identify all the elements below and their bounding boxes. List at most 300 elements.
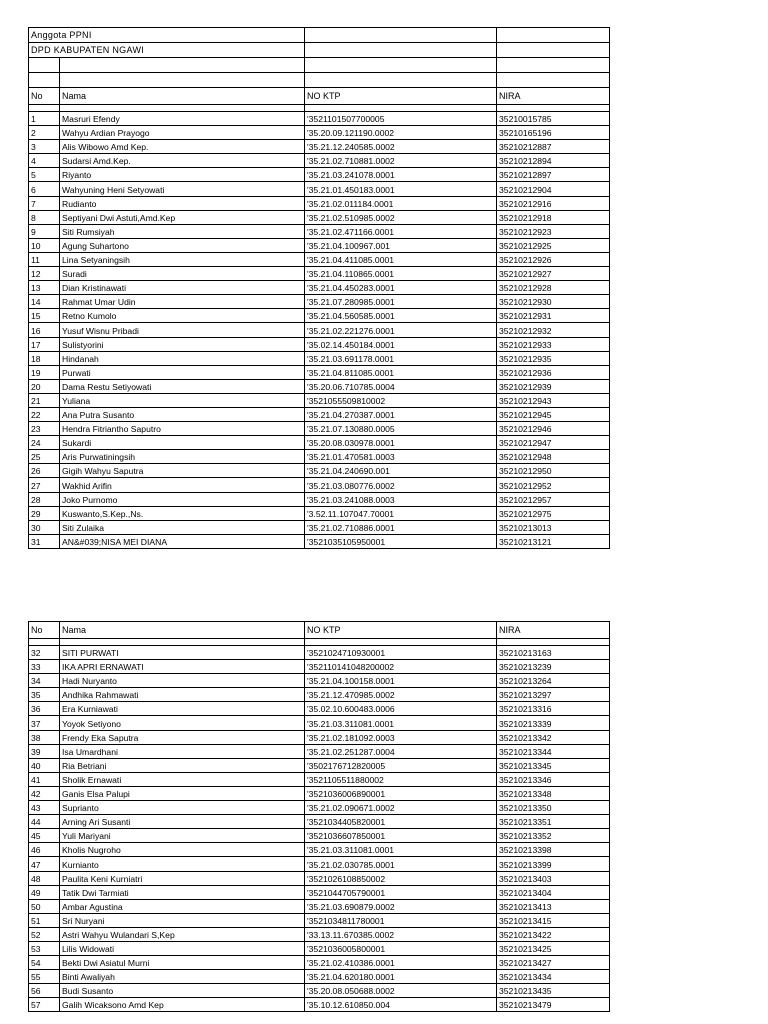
column-header-no: No [29,622,60,639]
cell-nama: SITI PURWATI [60,646,305,660]
table-row [29,786,610,800]
cell-nama: Purwati [60,365,305,379]
cell-no: 13 [29,281,60,295]
cell-nira: 35210213339 [497,716,610,730]
cell-nira: 35210212887 [497,140,610,154]
org-subtitle: DPD KABUPATEN NGAWI [29,43,305,58]
table-row [29,450,610,464]
cell-nama: Frendy Eka Saputra [60,730,305,744]
member-table-1 [28,27,610,549]
cell-ktp: '35.21.04.100158.0001 [305,674,497,688]
empty-cell [29,105,60,112]
table-row [29,407,610,421]
table-row [29,688,610,702]
table-row [29,365,610,379]
cell-nama: Riyanto [60,168,305,182]
table-row [29,379,610,393]
cell-ktp: '33.13.11.670385.0002 [305,927,497,941]
cell-nama: Isa Umardhani [60,744,305,758]
cell-no: 8 [29,210,60,224]
table-row [29,772,610,786]
table-row [29,998,610,1012]
cell-no: 6 [29,182,60,196]
cell-nira: 35210213121 [497,534,610,548]
cell-ktp: '35.21.03.311081.0001 [305,716,497,730]
cell-nira: 35210015785 [497,112,610,126]
table-row [29,393,610,407]
cell-ktp: '35.21.03.241088.0003 [305,492,497,506]
empty-cell [29,639,60,646]
column-header-nira: NIRA [497,622,610,639]
cell-no: 44 [29,815,60,829]
cell-nama: Rudianto [60,196,305,210]
table-row [29,154,610,168]
cell-no: 18 [29,351,60,365]
cell-nama: Yoyok Setiyono [60,716,305,730]
cell-nama: Ria Betriani [60,758,305,772]
cell-nama: Rahmat Umar Udin [60,295,305,309]
cell-no: 38 [29,730,60,744]
column-header-row [29,622,610,639]
cell-nama: Hindanah [60,351,305,365]
cell-no: 40 [29,758,60,772]
blank-row [29,58,610,73]
cell-no: 24 [29,436,60,450]
cell-nama: Retno Kumolo [60,309,305,323]
table-row [29,970,610,984]
cell-nama: Joko Purnomo [60,492,305,506]
table-row [29,323,610,337]
cell-ktp: '3521026108850002 [305,871,497,885]
cell-nira: 35210212948 [497,450,610,464]
cell-nama: Sukardi [60,436,305,450]
cell-nira: 35210213344 [497,744,610,758]
cell-nira: 35210212930 [497,295,610,309]
table-row [29,478,610,492]
cell-nama: Agung Suhartono [60,238,305,252]
cell-ktp: '35.21.02.510985.0002 [305,210,497,224]
spacer-row [29,105,610,112]
table-row [29,464,610,478]
empty-cell [305,58,497,73]
cell-nama: AN&#039;NISA MEI DIANA [60,534,305,548]
cell-no: 35 [29,688,60,702]
cell-nira: 35210212925 [497,238,610,252]
cell-nira: 35210213435 [497,984,610,998]
cell-ktp: '3521024710930001 [305,646,497,660]
cell-ktp: '35.21.04.240690.001 [305,464,497,478]
cell-ktp: '35.21.04.560585.0001 [305,309,497,323]
cell-nama: Lina Setyaningsih [60,252,305,266]
cell-no: 20 [29,379,60,393]
cell-nira: 35210213352 [497,829,610,843]
empty-cell [29,58,60,73]
cell-no: 19 [29,365,60,379]
empty-cell [60,639,305,646]
table-row [29,885,610,899]
cell-no: 47 [29,857,60,871]
cell-nira: 35210213413 [497,899,610,913]
empty-cell [497,58,610,73]
cell-ktp: '35.21.12.470985.0002 [305,688,497,702]
cell-ktp: '35.21.02.710881.0002 [305,154,497,168]
table-row [29,815,610,829]
cell-nama: Kuswanto,S.Kep.,Ns. [60,506,305,520]
cell-nira: 35210213350 [497,801,610,815]
table-row [29,252,610,266]
cell-nama: Era Kurniawati [60,702,305,716]
table-row [29,337,610,351]
cell-no: 50 [29,899,60,913]
cell-nama: Septiyani Dwi Astuti,Amd.Kep [60,210,305,224]
cell-nira: 35210213422 [497,927,610,941]
cell-no: 57 [29,998,60,1012]
empty-cell [305,639,497,646]
cell-nira: 35210213013 [497,520,610,534]
cell-ktp: '3521034811780001 [305,913,497,927]
column-header-ktp: NO KTP [305,622,497,639]
cell-no: 22 [29,407,60,421]
cell-nira: 35210213404 [497,885,610,899]
cell-nama: Masruri Efendy [60,112,305,126]
cell-ktp: '3521035105950001 [305,534,497,548]
cell-nama: Galih Wicaksono Amd Kep [60,998,305,1012]
cell-nama: Dama Restu Setiyowati [60,379,305,393]
cell-no: 43 [29,801,60,815]
cell-ktp: '35.21.02.011184.0001 [305,196,497,210]
cell-ktp: '35.21.04.411085.0001 [305,252,497,266]
cell-nira: 35210213346 [497,772,610,786]
cell-no: 36 [29,702,60,716]
cell-ktp: '35.21.02.251287.0004 [305,744,497,758]
empty-cell [305,105,497,112]
cell-nama: Ganis Elsa Palupi [60,786,305,800]
table-row [29,238,610,252]
cell-nama: Siti Zulaika [60,520,305,534]
cell-nira: 35210165196 [497,126,610,140]
table-row [29,956,610,970]
cell-nira: 35210212897 [497,168,610,182]
cell-nama: Paulita Keni Kurniatri [60,871,305,885]
cell-nira: 35210213425 [497,941,610,955]
table-row [29,843,610,857]
cell-no: 12 [29,267,60,281]
cell-nama: Dian Kristinawati [60,281,305,295]
cell-nama: Yuliana [60,393,305,407]
table-row [29,492,610,506]
cell-ktp: '35.21.02.181092.0003 [305,730,497,744]
cell-nira: 35210213427 [497,956,610,970]
cell-no: 52 [29,927,60,941]
cell-ktp: '35.21.02.410386.0001 [305,956,497,970]
table-row [29,267,610,281]
cell-no: 53 [29,941,60,955]
cell-ktp: '35.21.01.450183.0001 [305,182,497,196]
table-row [29,758,610,772]
cell-nira: 35210213239 [497,660,610,674]
table-row [29,224,610,238]
cell-nira: 35210213345 [497,758,610,772]
cell-nama: Suprianto [60,801,305,815]
column-header-nira: NIRA [497,88,610,105]
cell-nira: 35210212946 [497,422,610,436]
cell-nama: Ana Putra Susanto [60,407,305,421]
cell-no: 21 [29,393,60,407]
cell-ktp: '35.02.10.600483.0006 [305,702,497,716]
cell-ktp: '35.21.04.110865.0001 [305,267,497,281]
cell-no: 5 [29,168,60,182]
cell-nira: 35210212916 [497,196,610,210]
cell-nama: Gigih Wahyu Saputra [60,464,305,478]
table-row [29,871,610,885]
cell-ktp: '35.20.08.030978.0001 [305,436,497,450]
cell-no: 32 [29,646,60,660]
table-row [29,660,610,674]
table-row [29,899,610,913]
cell-ktp: '35.10.12.610850.004 [305,998,497,1012]
cell-no: 37 [29,716,60,730]
cell-no: 42 [29,786,60,800]
column-header-no: No [29,88,60,105]
cell-no: 29 [29,506,60,520]
cell-nira: 35210212926 [497,252,610,266]
table-row [29,801,610,815]
cell-no: 2 [29,126,60,140]
table-row [29,112,610,126]
cell-ktp: '3521044705790001 [305,885,497,899]
table-row [29,646,610,660]
cell-no: 49 [29,885,60,899]
table-row [29,941,610,955]
cell-ktp: '35.02.14.450184.0001 [305,337,497,351]
empty-cell [497,105,610,112]
cell-nira: 35210213348 [497,786,610,800]
cell-nama: Hadi Nuryanto [60,674,305,688]
cell-nira: 35210212945 [497,407,610,421]
table-row [29,857,610,871]
cell-nira: 35210212935 [497,351,610,365]
cell-ktp: '3.52.11.107047.70001 [305,506,497,520]
cell-nama: Wakhid Arifin [60,478,305,492]
cell-ktp: '35.21.04.620180.0001 [305,970,497,984]
cell-ktp: '35.21.04.450283.0001 [305,281,497,295]
cell-no: 48 [29,871,60,885]
cell-nama: Yuli Mariyani [60,829,305,843]
cell-ktp: '3521101507700005 [305,112,497,126]
table-row [29,716,610,730]
cell-ktp: '35.21.02.471166.0001 [305,224,497,238]
table-row [29,702,610,716]
spacer-row [29,639,610,646]
cell-nama: Astri Wahyu Wulandari S,Kep [60,927,305,941]
cell-no: 45 [29,829,60,843]
table-row [29,422,610,436]
cell-ktp: '35.21.01.470581.0003 [305,450,497,464]
cell-ktp: '35.21.03.311081.0001 [305,843,497,857]
member-table-1-body [29,28,610,549]
empty-cell [497,73,610,88]
cell-no: 3 [29,140,60,154]
cell-nira: 35210212975 [497,506,610,520]
cell-no: 1 [29,112,60,126]
cell-nira: 35210213479 [497,998,610,1012]
cell-ktp: '3521055509810002 [305,393,497,407]
cell-nira: 35210212894 [497,154,610,168]
column-header-ktp: NO KTP [305,88,497,105]
cell-no: 15 [29,309,60,323]
empty-cell [60,105,305,112]
empty-cell [60,73,305,88]
cell-ktp: '35.21.12.240585.0002 [305,140,497,154]
cell-ktp: '35.21.07.280985.0001 [305,295,497,309]
cell-nama: Bekti Dwi Asiatul Murni [60,956,305,970]
cell-no: 26 [29,464,60,478]
cell-nira: 35210212952 [497,478,610,492]
cell-nira: 35210213351 [497,815,610,829]
cell-nama: Alis Wibowo Amd Kep. [60,140,305,154]
table-row [29,436,610,450]
cell-ktp: '3521034405820001 [305,815,497,829]
table-row [29,140,610,154]
empty-cell [60,58,305,73]
cell-nira: 35210213399 [497,857,610,871]
cell-nira: 35210212904 [497,182,610,196]
table-row [29,210,610,224]
cell-ktp: '35.20.08.050688.0002 [305,984,497,998]
cell-no: 27 [29,478,60,492]
empty-cell [497,43,610,58]
cell-nama: Wahyu Ardian Prayogo [60,126,305,140]
empty-cell [305,73,497,88]
table-row [29,829,610,843]
cell-no: 30 [29,520,60,534]
cell-ktp: '3502176712820005 [305,758,497,772]
cell-nama: Yusuf Wisnu Pribadi [60,323,305,337]
cell-nira: 35210212928 [497,281,610,295]
cell-ktp: '3521036607850001 [305,829,497,843]
cell-nama: Hendra Fitriantho Saputro [60,422,305,436]
cell-nama: Tatik Dwi Tarmiati [60,885,305,899]
cell-nama: IKA APRI ERNAWATI [60,660,305,674]
cell-no: 17 [29,337,60,351]
table-row [29,520,610,534]
cell-nira: 35210213398 [497,843,610,857]
table-row [29,168,610,182]
table-row [29,281,610,295]
cell-nira: 35210212918 [497,210,610,224]
cell-no: 34 [29,674,60,688]
table-row [29,730,610,744]
cell-nama: Sri Nuryani [60,913,305,927]
cell-no: 55 [29,970,60,984]
cell-ktp: '35.21.02.221276.0001 [305,323,497,337]
cell-nira: 35210213264 [497,674,610,688]
empty-cell [305,28,497,43]
cell-ktp: '3521105511880002 [305,772,497,786]
member-table-2 [28,621,610,1012]
cell-ktp: '35.20.09.121190.0002 [305,126,497,140]
column-header-row [29,88,610,105]
empty-cell [29,73,60,88]
cell-nama: Ambar Agustina [60,899,305,913]
cell-nira: 35210212947 [497,436,610,450]
cell-nira: 35210213163 [497,646,610,660]
cell-no: 28 [29,492,60,506]
cell-nira: 35210212943 [497,393,610,407]
cell-nira: 35210212939 [497,379,610,393]
empty-cell [305,43,497,58]
cell-ktp: '35.21.07.130880.0005 [305,422,497,436]
cell-nira: 35210213403 [497,871,610,885]
cell-ktp: '35.21.04.100967.001 [305,238,497,252]
cell-nama: Sholik Ernawati [60,772,305,786]
blank-row [29,73,610,88]
cell-no: 33 [29,660,60,674]
cell-nira: 35210213316 [497,702,610,716]
org-subtitle-row [29,43,610,58]
cell-no: 31 [29,534,60,548]
cell-ktp: '35.21.02.710886.0001 [305,520,497,534]
cell-ktp: '35.21.03.080776.0002 [305,478,497,492]
cell-no: 51 [29,913,60,927]
cell-nama: Sudarsi Amd.Kep. [60,154,305,168]
table-row [29,984,610,998]
table-row [29,126,610,140]
table-row [29,744,610,758]
cell-no: 46 [29,843,60,857]
column-header-nama: Nama [60,88,305,105]
cell-ktp: '35.21.03.691178.0001 [305,351,497,365]
cell-ktp: '3521036005800001 [305,941,497,955]
cell-nama: Budi Susanto [60,984,305,998]
table-row [29,309,610,323]
cell-no: 25 [29,450,60,464]
cell-no: 7 [29,196,60,210]
cell-no: 39 [29,744,60,758]
empty-cell [497,28,610,43]
table-row [29,674,610,688]
cell-nama: Aris Purwatiningsih [60,450,305,464]
cell-nira: 35210212931 [497,309,610,323]
cell-no: 14 [29,295,60,309]
cell-ktp: '3521036006890001 [305,786,497,800]
cell-nama: Kholis Nugroho [60,843,305,857]
cell-no: 9 [29,224,60,238]
cell-ktp: '352110141048200002 [305,660,497,674]
cell-nama: Lilis Widowati [60,941,305,955]
cell-nira: 35210212932 [497,323,610,337]
org-title-row [29,28,610,43]
cell-ktp: '35.20.06.710785.0004 [305,379,497,393]
cell-ktp: '35.21.02.090671.0002 [305,801,497,815]
cell-nira: 35210212927 [497,267,610,281]
cell-nira: 35210212957 [497,492,610,506]
table-row [29,182,610,196]
cell-no: 4 [29,154,60,168]
table-row [29,295,610,309]
cell-nama: Arning Ari Susanti [60,815,305,829]
cell-no: 11 [29,252,60,266]
cell-nira: 35210213434 [497,970,610,984]
table-row [29,506,610,520]
cell-nama: Kurnianto [60,857,305,871]
table-row [29,351,610,365]
cell-ktp: '35.21.02.030785.0001 [305,857,497,871]
cell-nira: 35210212950 [497,464,610,478]
member-table-2-body [29,622,610,1012]
cell-nira: 35210213342 [497,730,610,744]
cell-nama: Siti Rumsiyah [60,224,305,238]
